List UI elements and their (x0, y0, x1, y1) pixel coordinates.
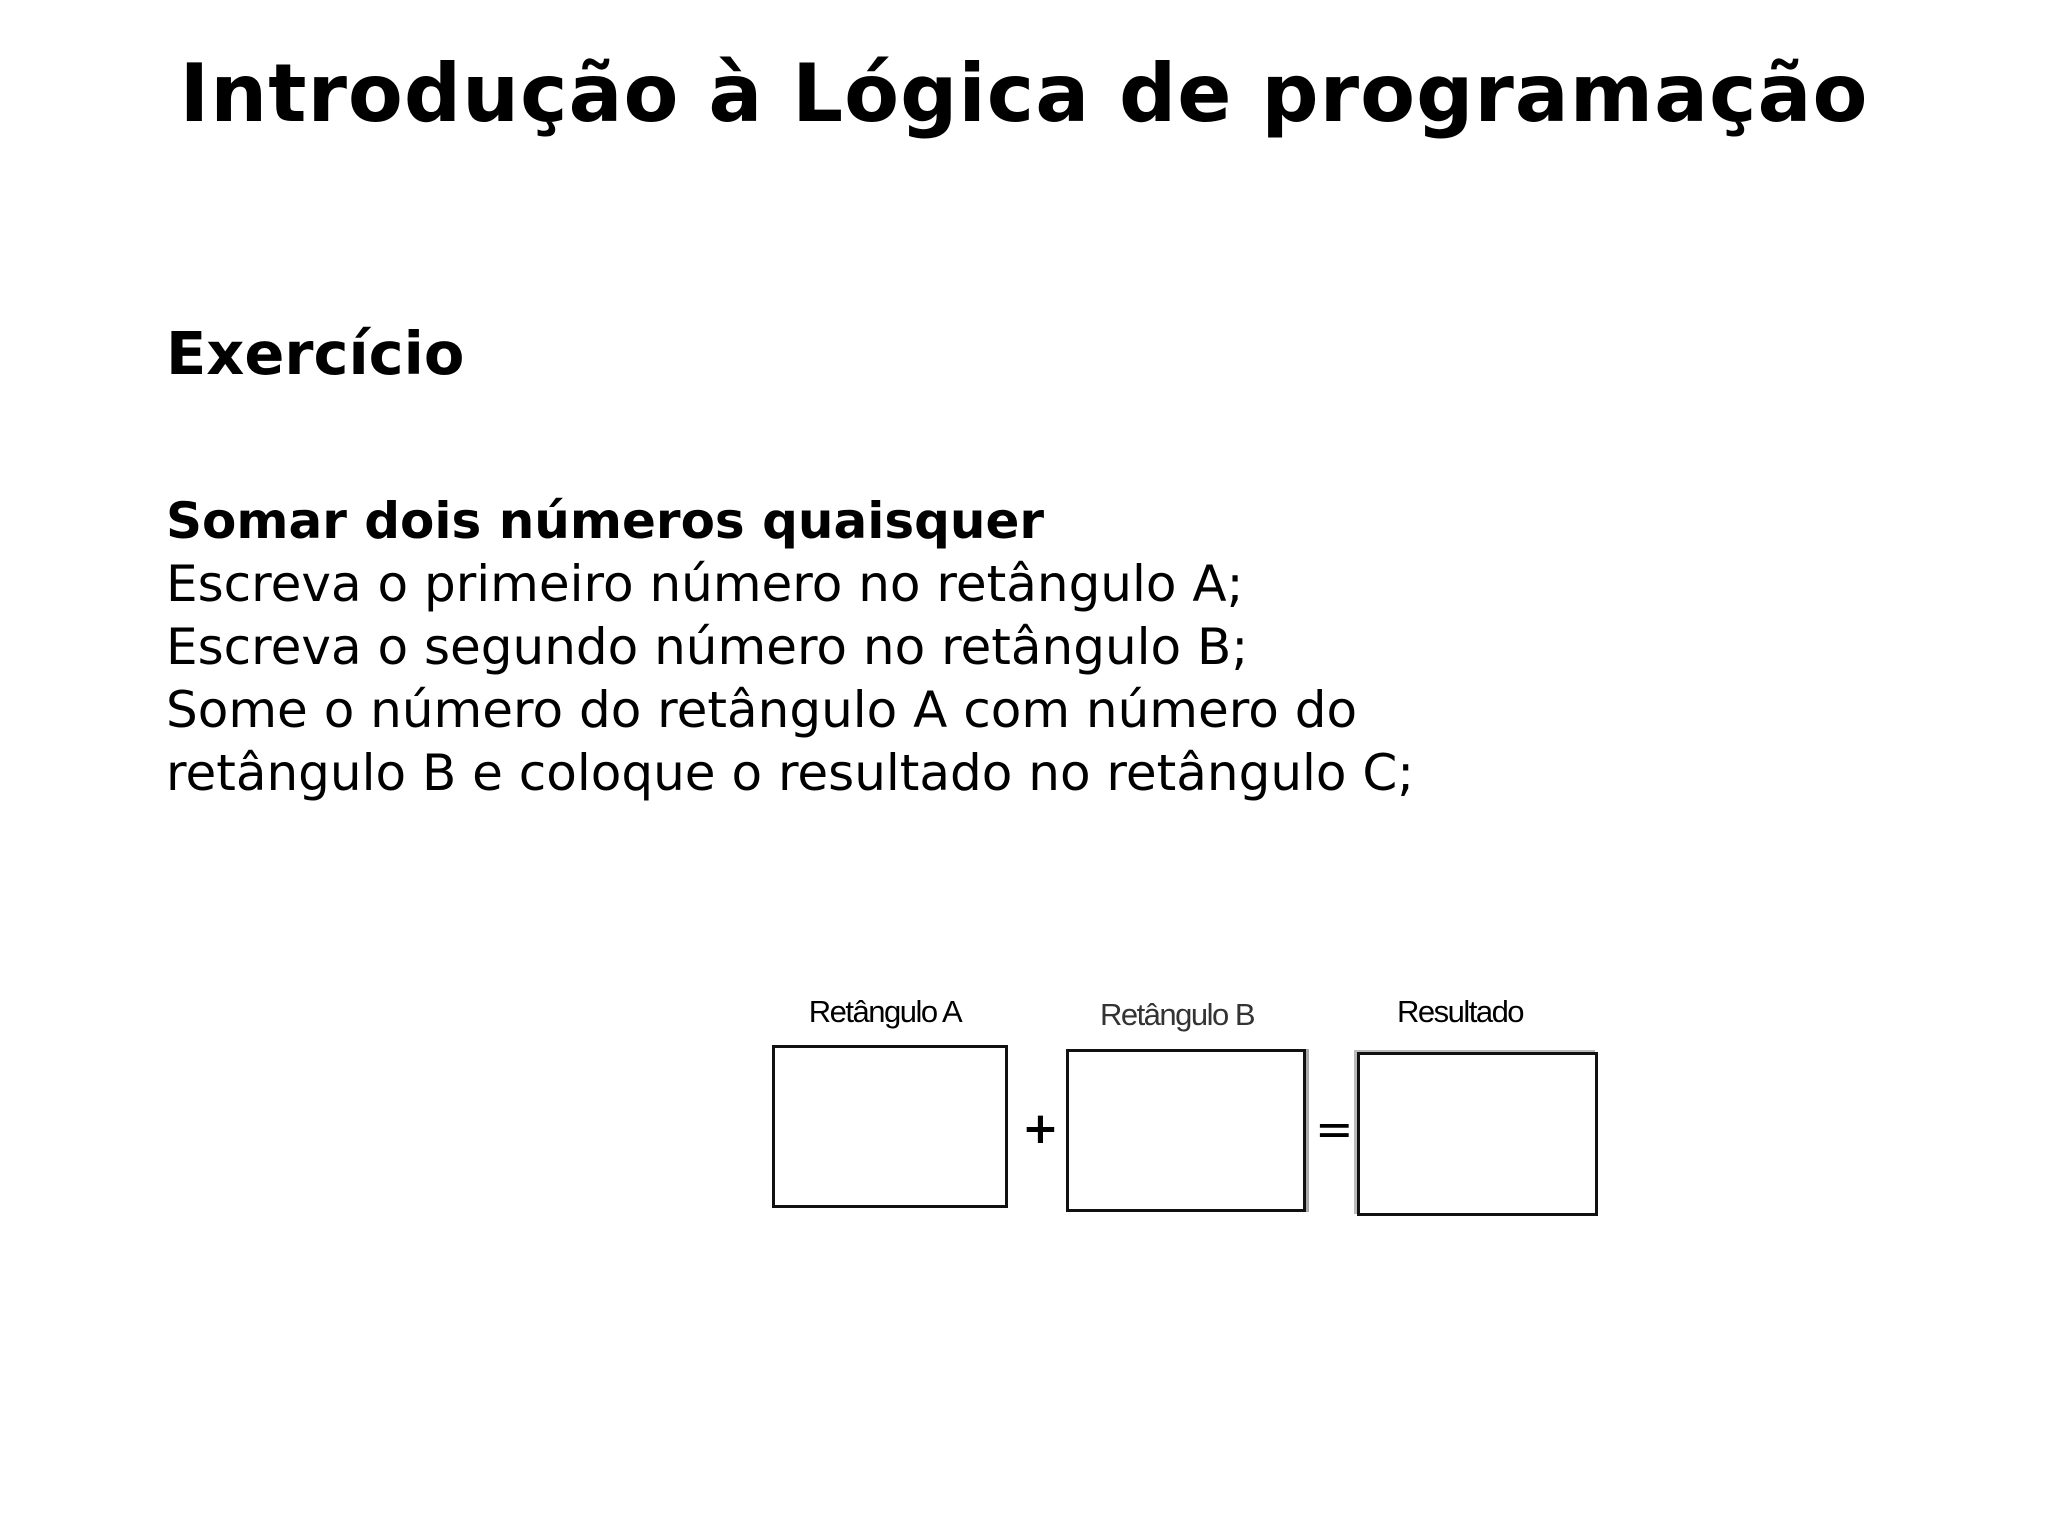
instruction-line-3: Some o número do retângulo A com número do (166, 681, 1358, 739)
rectangle-b-label: Retângulo B (1099, 997, 1255, 1032)
exercise-title: Somar dois números quaisquer (166, 492, 1045, 550)
equals-sign: = (1315, 1102, 1354, 1156)
section-heading: Exercício (166, 319, 465, 388)
rectangle-a-label: Retângulo A (808, 994, 962, 1029)
instruction-line-4: retângulo B e coloque o resultado no retângulo C; (166, 744, 1415, 802)
rectangle-a-box (772, 1045, 1008, 1208)
result-label: Resultado (1396, 994, 1524, 1029)
rectangle-b-box (1066, 1049, 1306, 1212)
instruction-line-1: Escreva o primeiro número no retângulo A; (166, 555, 1244, 613)
plus-sign: + (1022, 1103, 1059, 1154)
instruction-line-2: Escreva o segundo número no retângulo B; (166, 618, 1249, 676)
result-box (1357, 1052, 1598, 1216)
slide-title: Introdução à Lógica de programação (179, 47, 1869, 140)
exercise-block (166, 490, 1414, 805)
